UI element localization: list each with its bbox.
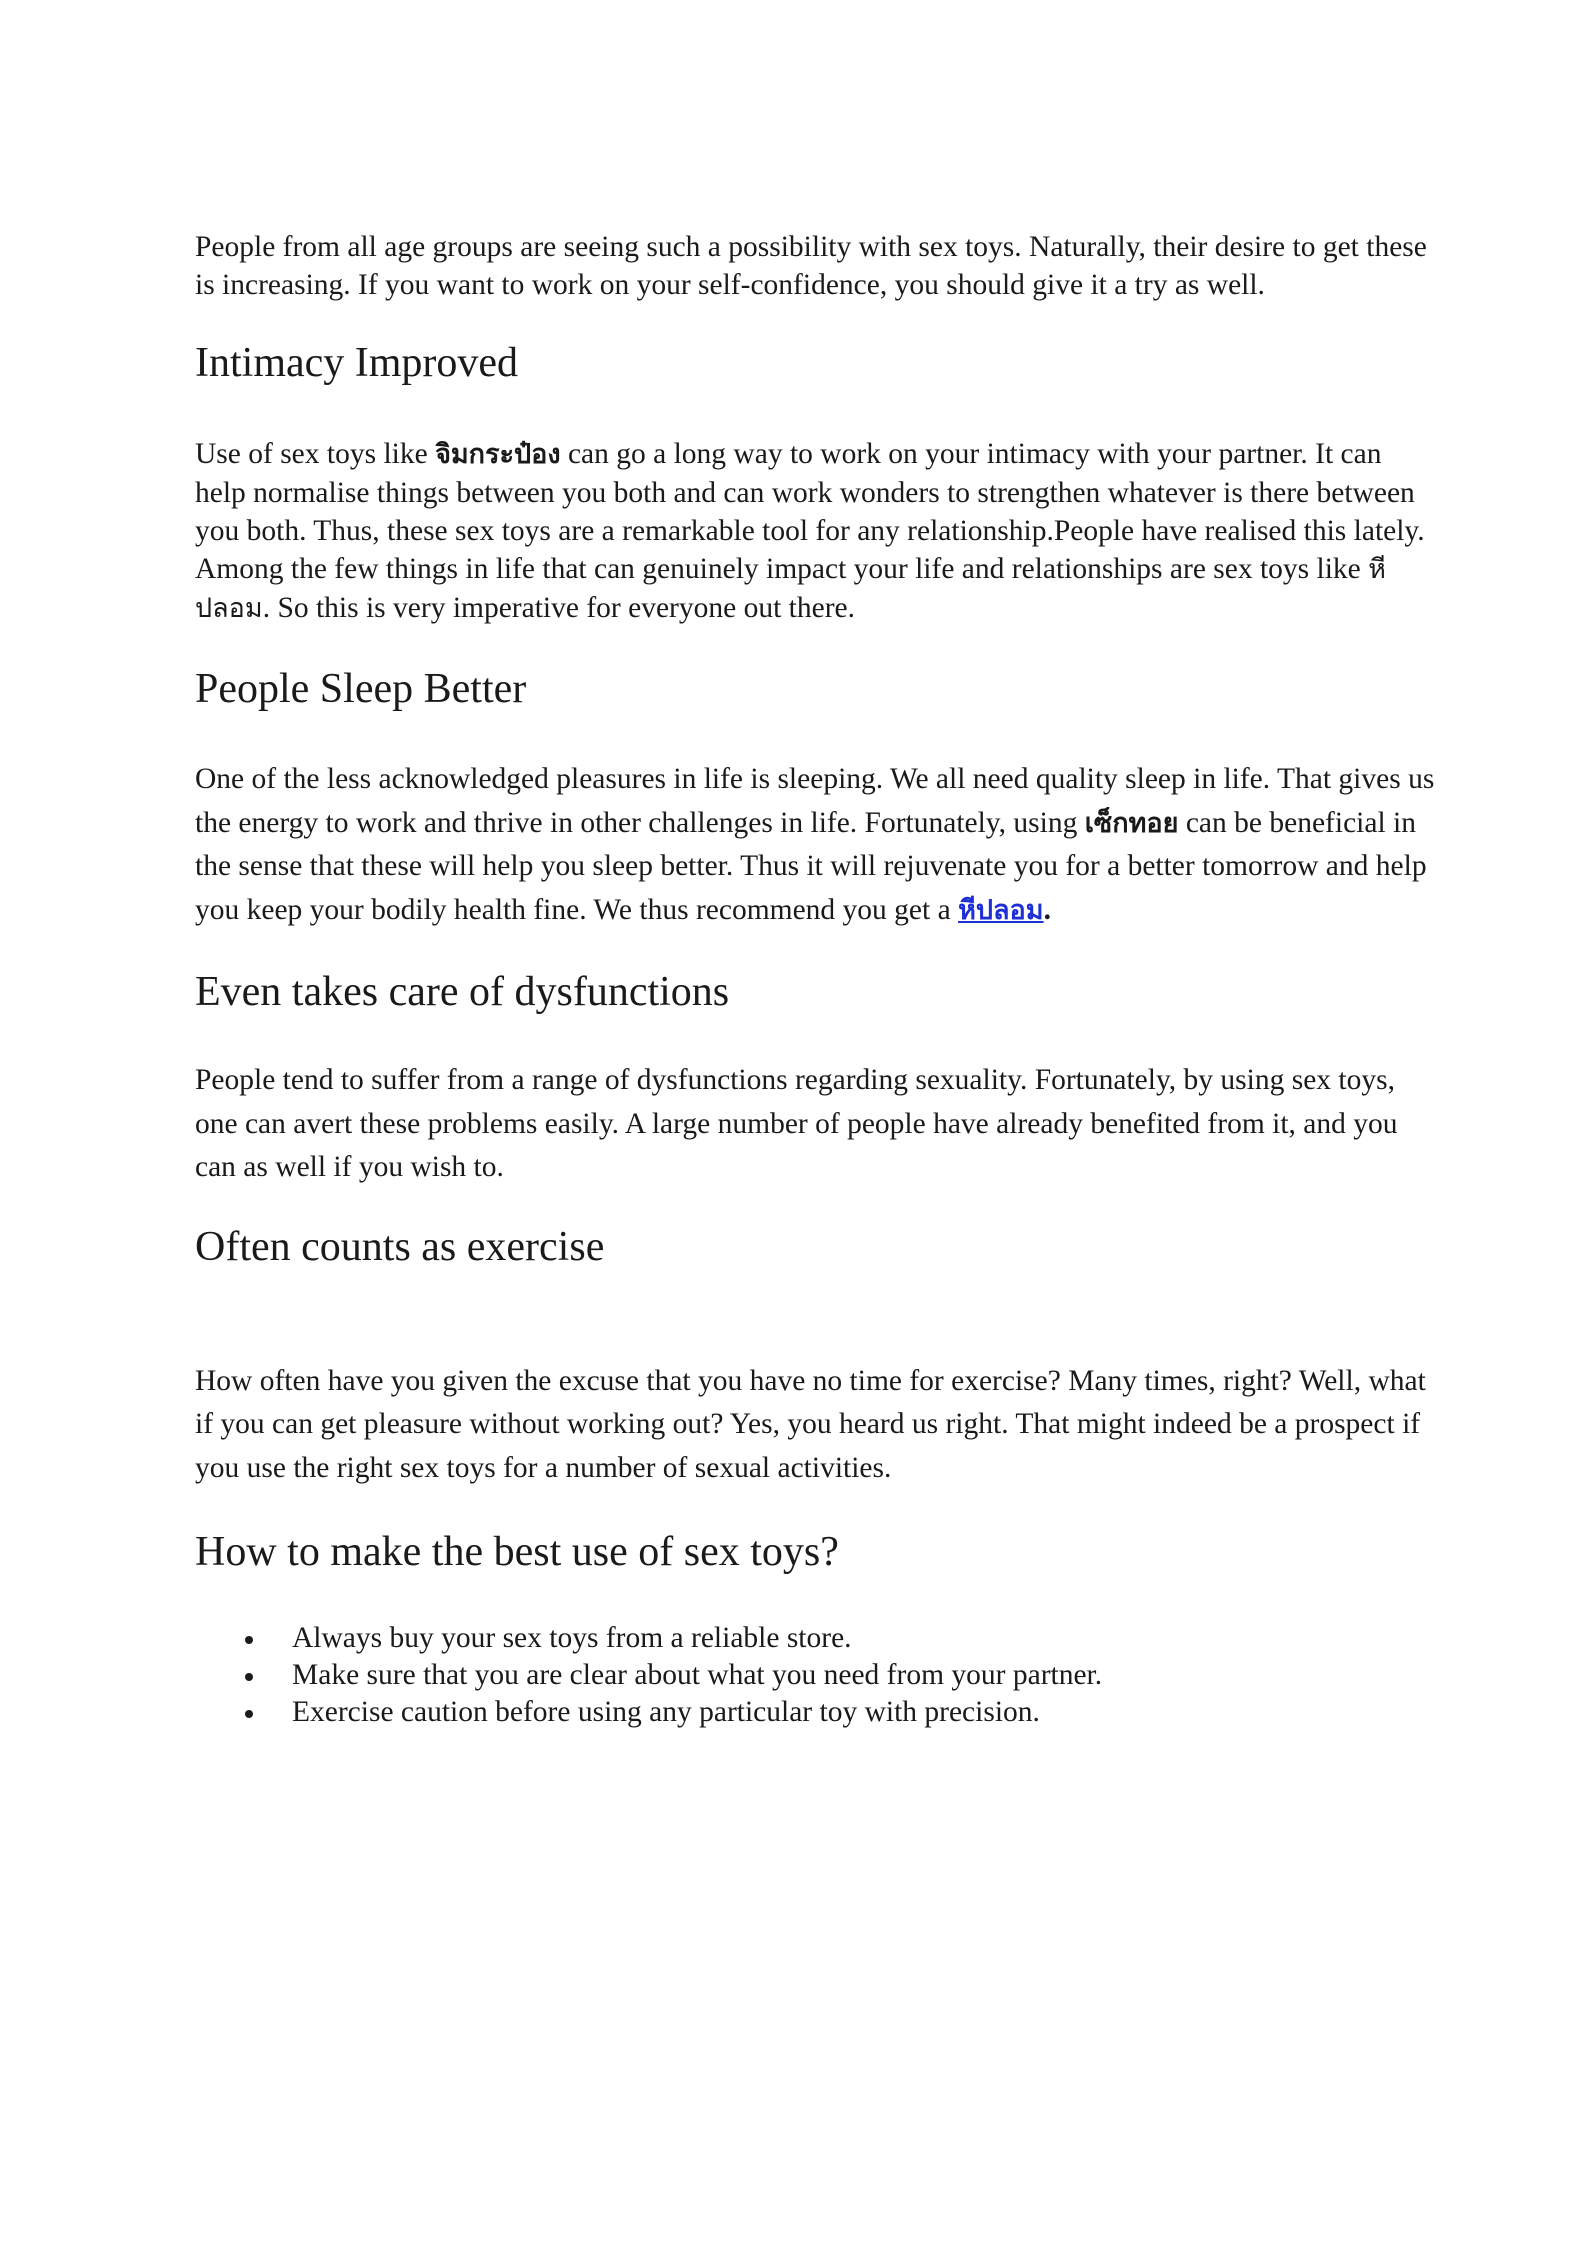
intimacy-paragraph [195,435,1435,628]
intimacy-text-1: Use of sex toys like [195,438,436,470]
thai-term-sex-toy: เซ็กทอย [1084,807,1179,839]
sleep-text-1: One of the less acknowledged pleasures in life is sleeping. We all need quality sleep in life. That gives us the energy to work and thrive in other challenges in life. Fortunately, using [195,763,1435,839]
heading-dysfunctions: Even takes care of dysfunctions [195,969,730,1015]
bullet-icon [245,1636,253,1644]
heading-best-use: How to make the best use of sex toys? [195,1529,839,1575]
sleep-text-3: . [1043,893,1051,926]
intimacy-text-2: can go a long way to work on your intimacy with your partner. It can help normalise things between you both and can work wonders to strengthen whatever is there between you both. Thus, these sex toys are a remarkable tool for any relationship.People have realised this lately. Among the few things in life that can genuinely impact your life and relationships are sex toys like [195,438,1425,585]
heading-people-sleep-better: People Sleep Better [195,666,527,712]
list-item [195,1657,1435,1694]
list-item-text: Exercise caution before using any particular toy with precision. [292,1696,1040,1728]
sleep-text-2: can be beneficial in the sense that these will help you sleep better. Thus it will rejuvenate you for a better tomorrow and help you keep your bodily health fine. We thus recommend you get a [195,806,1427,926]
list-item-text: Make sure that you are clear about what you need from your partner. [292,1659,1103,1691]
thai-link-hee-plom[interactable]: หีปลอม [958,894,1044,926]
dysfunctions-paragraph: People tend to suffer from a range of dysfunctions regarding sexuality. Fortunately, by using sex toys, one can avert these problems easily. A large number of people have already benefited from it, and you can as well if you wish to. [195,1064,1398,1183]
heading-intimacy-improved: Intimacy Improved [195,340,519,386]
list-item-text: Always buy your sex toys from a reliable store. [292,1622,852,1654]
thai-term-jim-krapong: จิมกระป๋อง [435,439,561,470]
thai-term-hee-plom: หีปลอม [195,554,1386,624]
exercise-paragraph: How often have you given the excuse that you have no time for exercise? Many times, right? Well, what if you can get pleasure without working out? Yes, you heard us right. That might indeed be a prospect if you use the right sex toys for a number of sexual activities. [195,1364,1426,1484]
heading-exercise: Often counts as exercise [195,1223,605,1270]
list-item [195,1620,1435,1657]
list-item [195,1694,1435,1731]
intro-paragraph: People from all age groups are seeing such a possibility with sex toys. Naturally, their desire to get these is increasing. If you want to work on your self-confidence, you should give it a try as well. [195,231,1427,301]
intimacy-text-3: . So this is very imperative for everyone out there. [262,592,855,624]
bullet-icon [245,1673,253,1681]
document-body [195,228,1435,1731]
bullet-icon [245,1710,253,1718]
sleep-paragraph [195,758,1435,932]
best-use-list [195,1620,1435,1731]
